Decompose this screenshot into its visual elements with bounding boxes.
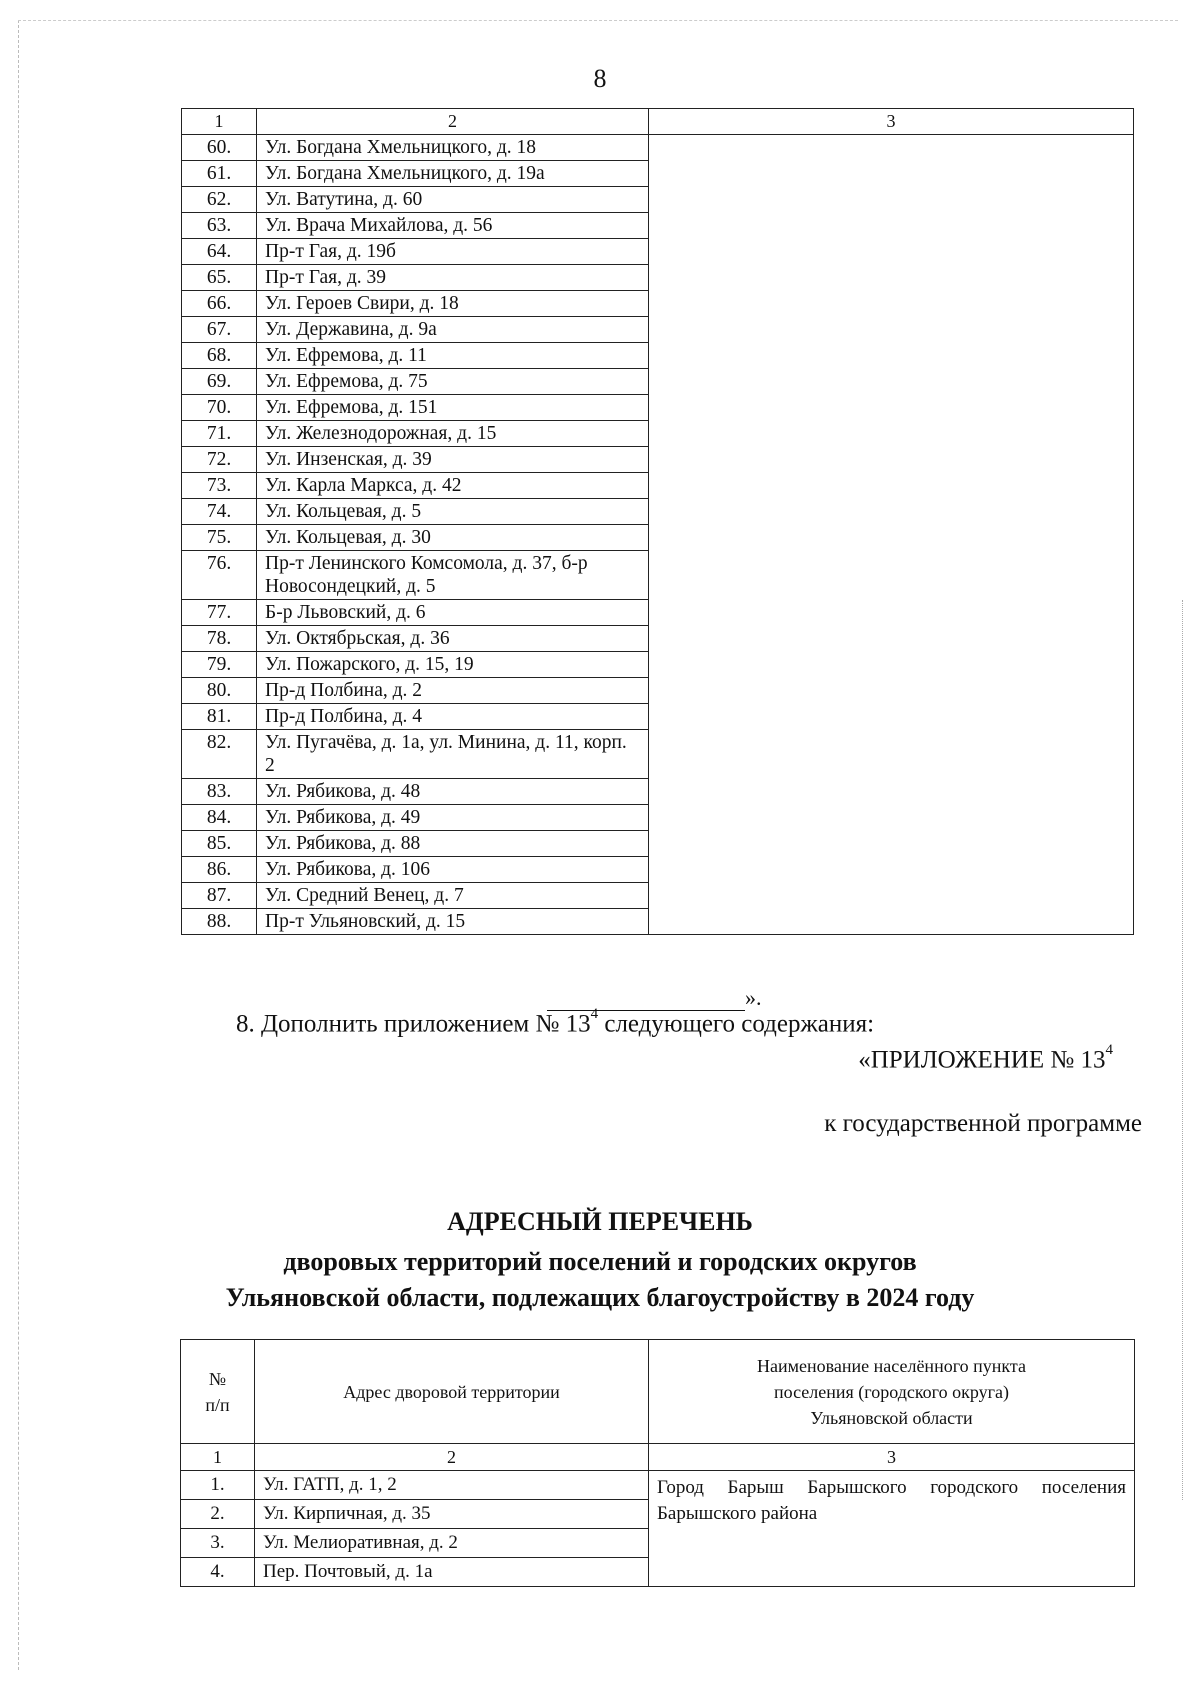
row-address: Пр-т Гая, д. 19б xyxy=(257,239,649,265)
col-number-3: 3 xyxy=(649,109,1134,135)
appendix-title xyxy=(858,1042,1113,1074)
closing-quote: ». xyxy=(745,985,762,1010)
appendix-title-text: «ПРИЛОЖЕНИЕ № 13 xyxy=(858,1046,1106,1074)
item-8-superscript: 4 xyxy=(590,1006,599,1022)
row-address: Б-р Львовский, д. 6 xyxy=(257,600,649,626)
row-number: 82. xyxy=(182,730,257,779)
row-number: 67. xyxy=(182,317,257,343)
col-number-2: 2 xyxy=(257,109,649,135)
column-number-row xyxy=(182,109,1134,135)
col-number-3: 3 xyxy=(649,1444,1135,1471)
row-address: Ул. Ватутина, д. 60 xyxy=(257,187,649,213)
row-number: 1. xyxy=(181,1471,255,1500)
row-number: 81. xyxy=(182,704,257,730)
row-number: 69. xyxy=(182,369,257,395)
header-number xyxy=(181,1340,255,1444)
row-number: 76. xyxy=(182,551,257,600)
scan-edge-left xyxy=(18,20,19,1670)
header-address: Адрес дворовой территории xyxy=(255,1340,649,1444)
column-number-row xyxy=(181,1444,1135,1471)
table-header-row xyxy=(181,1340,1135,1444)
row-number: 72. xyxy=(182,447,257,473)
row-number: 61. xyxy=(182,161,257,187)
row-number: 84. xyxy=(182,805,257,831)
row-number: 71. xyxy=(182,421,257,447)
row-address: Ул. Рябикова, д. 88 xyxy=(257,831,649,857)
item-8-main: 8. Дополнить приложением № 13 xyxy=(236,1010,591,1038)
col-number-1: 1 xyxy=(181,1444,255,1471)
heading-subtitle-1: дворовых территорий поселений и городских округов xyxy=(283,1247,917,1276)
row-address: Ул. Кирпичная, д. 35 xyxy=(255,1500,649,1529)
underline-rule xyxy=(547,990,745,1011)
program-reference: к государственной программе xyxy=(824,1110,1142,1137)
row-address: Ул. Ефремова, д. 11 xyxy=(257,343,649,369)
row-number: 62. xyxy=(182,187,257,213)
row-address: Ул. Рябикова, д. 49 xyxy=(257,805,649,831)
row-number: 77. xyxy=(182,600,257,626)
row-number: 60. xyxy=(182,135,257,161)
header-number-pp: п/п xyxy=(205,1394,230,1415)
row-address: Ул. Рябикова, д. 48 xyxy=(257,779,649,805)
col-number-2: 2 xyxy=(255,1444,649,1471)
row-number: 2. xyxy=(181,1500,255,1529)
row-number: 87. xyxy=(182,883,257,909)
row-number: 78. xyxy=(182,626,257,652)
settlement-cell xyxy=(649,135,1134,935)
row-number: 74. xyxy=(182,499,257,525)
row-number: 83. xyxy=(182,779,257,805)
row-address: Ул. Ефремова, д. 151 xyxy=(257,395,649,421)
settlement-name: Город Барыш Барышского городского поселения Барышского района xyxy=(649,1471,1135,1587)
row-address: Ул. Железнодорожная, д. 15 xyxy=(257,421,649,447)
row-address: Пр-д Полбина, д. 2 xyxy=(257,678,649,704)
table-row xyxy=(181,1471,1135,1500)
row-address: Ул. Карла Маркса, д. 42 xyxy=(257,473,649,499)
address-table-2024 xyxy=(180,1339,1135,1587)
item-8-text xyxy=(236,1006,875,1038)
row-number: 4. xyxy=(181,1558,255,1587)
header-settlement xyxy=(649,1340,1135,1444)
row-address: Ул. Ефремова, д. 75 xyxy=(257,369,649,395)
row-number: 70. xyxy=(182,395,257,421)
item-8-tail: следующего содержания: xyxy=(598,1010,875,1038)
table-row xyxy=(182,135,1134,161)
row-address: Ул. Рябикова, д. 106 xyxy=(257,857,649,883)
row-address: Ул. Инзенская, д. 39 xyxy=(257,447,649,473)
row-address: Ул. Богдана Хмельницкого, д. 18 xyxy=(257,135,649,161)
row-address: Пр-д Полбина, д. 4 xyxy=(257,704,649,730)
row-address: Ул. ГАТП, д. 1, 2 xyxy=(255,1471,649,1500)
scan-edge-right xyxy=(1182,600,1183,1500)
row-number: 80. xyxy=(182,678,257,704)
row-address: Ул. Героев Свири, д. 18 xyxy=(257,291,649,317)
row-address: Ул. Богдана Хмельницкого, д. 19а xyxy=(257,161,649,187)
row-number: 63. xyxy=(182,213,257,239)
row-address: Ул. Державина, д. 9а xyxy=(257,317,649,343)
row-address: Ул. Кольцевая, д. 5 xyxy=(257,499,649,525)
row-address: Ул. Пожарского, д. 15, 19 xyxy=(257,652,649,678)
row-number: 86. xyxy=(182,857,257,883)
row-number: 85. xyxy=(182,831,257,857)
row-number: 64. xyxy=(182,239,257,265)
col-number-1: 1 xyxy=(182,109,257,135)
row-number: 3. xyxy=(181,1529,255,1558)
row-number: 65. xyxy=(182,265,257,291)
row-address: Пер. Почтовый, д. 1а xyxy=(255,1558,649,1587)
row-address: Ул. Октябрьская, д. 36 xyxy=(257,626,649,652)
appendix-superscript: 4 xyxy=(1105,1042,1113,1058)
header-number-sign: № xyxy=(208,1368,227,1389)
header-settlement-line-2: поселения (городского округа) xyxy=(774,1381,1009,1402)
page-number: 8 xyxy=(593,64,607,93)
row-address: Ул. Врача Михайлова, д. 56 xyxy=(257,213,649,239)
row-address: Ул. Пугачёва, д. 1а, ул. Минина, д. 11, корп. 2 xyxy=(257,730,649,779)
row-number: 75. xyxy=(182,525,257,551)
row-number: 68. xyxy=(182,343,257,369)
scan-edge-top xyxy=(18,20,1178,21)
heading-title: АДРЕСНЫЙ ПЕРЕЧЕНЬ xyxy=(447,1207,753,1236)
row-number: 79. xyxy=(182,652,257,678)
row-address: Ул. Кольцевая, д. 30 xyxy=(257,525,649,551)
row-address: Ул. Мелиоративная, д. 2 xyxy=(255,1529,649,1558)
row-address: Пр-т Гая, д. 39 xyxy=(257,265,649,291)
row-number: 66. xyxy=(182,291,257,317)
address-table-continued xyxy=(181,108,1134,935)
row-address: Пр-т Ленинского Комсомола, д. 37, б-р Новосондецкий, д. 5 xyxy=(257,551,649,600)
header-settlement-line-1: Наименование населённого пункта xyxy=(757,1355,1026,1376)
row-address: Пр-т Ульяновский, д. 15 xyxy=(257,909,649,935)
row-number: 73. xyxy=(182,473,257,499)
header-settlement-line-3: Ульяновской области xyxy=(810,1407,973,1428)
row-address: Ул. Средний Венец, д. 7 xyxy=(257,883,649,909)
row-number: 88. xyxy=(182,909,257,935)
closing-quote-line xyxy=(547,985,762,1011)
heading-subtitle-2: Ульяновской области, подлежащих благоустройству в 2024 году xyxy=(225,1283,975,1312)
